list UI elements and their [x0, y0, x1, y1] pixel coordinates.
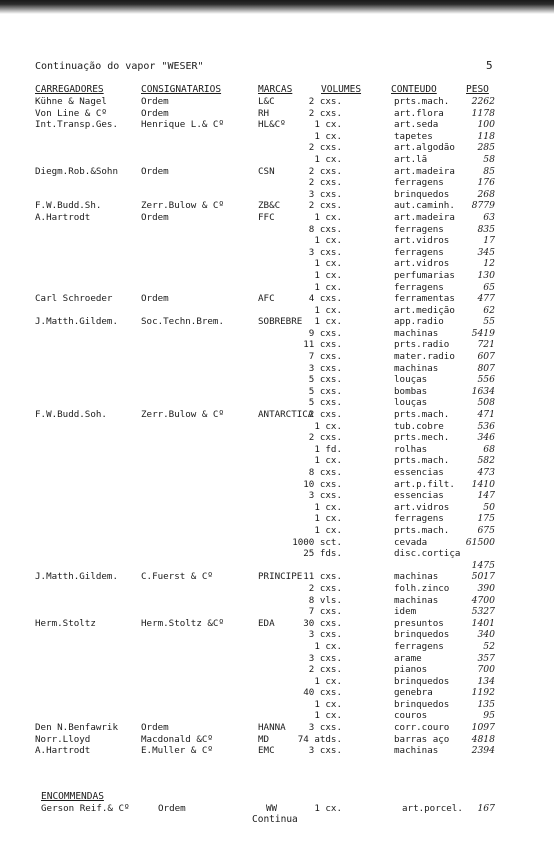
table-row [0, 629, 554, 641]
cell-volumes: 1 cx. [314, 710, 342, 722]
table-row [0, 490, 554, 502]
cell-conteudo: tapetes [394, 130, 433, 142]
cell-consignatario: Ordem [141, 107, 169, 119]
cell-consignatario: Henrique L.& Cº [141, 119, 224, 131]
cell-peso: 5419 [471, 327, 495, 339]
cell-carregador: Den N.Benfawrik [35, 722, 118, 734]
cell-peso: 536 [477, 420, 495, 432]
cell-marca: L&C [258, 96, 275, 107]
cell-marca: HL&Cº [258, 119, 286, 131]
cell-conteudo: brinquedos [394, 629, 450, 641]
cell-conteudo: louças [394, 374, 428, 386]
cell-peso: 130 [477, 269, 495, 281]
table-row [0, 339, 554, 351]
cell-peso: 52 [483, 640, 495, 652]
cell-volumes: 1000 sct. [292, 536, 342, 548]
cell-peso: 134 [477, 675, 495, 687]
cell-volumes: 5 cxs. [308, 385, 342, 397]
table-row [0, 142, 554, 154]
cell-conteudo: machinas [394, 362, 439, 374]
cell-peso: 607 [477, 351, 495, 363]
table-row [0, 571, 554, 583]
cell-peso: 675 [477, 524, 495, 536]
cell-conteudo: prts.mach. [394, 409, 450, 421]
table-row [0, 745, 554, 757]
table-row [0, 734, 554, 746]
cell-volumes: 7 cxs. [308, 351, 342, 363]
cell-conteudo: prts.mach. [394, 455, 450, 467]
table-row [0, 722, 554, 734]
cell-volumes: 2 cxs. [308, 582, 342, 594]
table-row [0, 351, 554, 363]
cell-volumes: 1 cx. [314, 455, 342, 467]
table-row [0, 154, 554, 166]
cell-conteudo: art.porcel. [402, 803, 463, 814]
cell-peso: 2262 [471, 96, 495, 107]
cell-conteudo: ferragens [394, 223, 444, 235]
cell-consignatario: Zerr.Bulow & Cº [141, 409, 224, 421]
table-row [0, 687, 554, 699]
cell-volumes: 1 cx. [314, 281, 342, 293]
cell-volumes: 3 cxs. [308, 722, 342, 734]
table-row [0, 316, 554, 328]
cell-volumes: 3 cxs. [308, 246, 342, 258]
cell-conteudo: art.flora [394, 107, 444, 119]
cell-volumes: 1 cx. [314, 524, 342, 536]
cell-conteudo: corr.couro [394, 722, 450, 734]
cell-consignatario: Ordem [141, 211, 169, 223]
cell-peso: 4700 [471, 594, 495, 606]
table-row [0, 479, 554, 491]
cell-peso: 390 [477, 582, 495, 594]
cell-peso: 12 [483, 258, 495, 270]
cell-volumes: 11 cxs. [303, 571, 342, 583]
table-row [0, 177, 554, 189]
cell-volumes: 3 cxs. [308, 745, 342, 757]
cell-carregador: Kühne & Nagel [35, 96, 107, 107]
cell-peso: 85 [483, 165, 495, 177]
cell-conteudo: brinquedos [394, 675, 450, 687]
page-number: 5 [486, 59, 493, 72]
cell-volumes: 2 cxs. [308, 409, 342, 421]
cell-conteudo: machinas [394, 594, 439, 606]
cell-volumes: 74 atds. [297, 733, 342, 745]
table-row [0, 699, 554, 711]
cell-consignatario: Ordem [141, 96, 169, 107]
cell-volumes: 11 cxs. [303, 339, 342, 351]
table-row [0, 583, 554, 595]
cell-peso: 58 [483, 153, 495, 165]
cell-consignatario: Ordem [141, 722, 169, 734]
cell-peso: 807 [477, 362, 495, 374]
cell-volumes: 3 cxs. [308, 652, 342, 664]
cell-peso: 118 [477, 130, 495, 142]
cell-volumes: 1 cx. [314, 675, 342, 687]
table-row [0, 200, 554, 212]
table-row [0, 421, 554, 433]
cell-peso: 65 [483, 281, 495, 293]
cell-volumes: 1 cx. [314, 211, 342, 223]
cell-conteudo: presuntos [394, 617, 444, 629]
cell-peso: 285 [477, 142, 495, 154]
cell-consignatario: C.Fuerst & Cº [141, 571, 213, 583]
cell-marca: SOBREBRE [258, 316, 303, 328]
table-row [0, 618, 554, 630]
section-label: ENCOMMENDAS [41, 791, 104, 802]
table-row [0, 653, 554, 665]
table-row [0, 409, 554, 421]
table-row [0, 235, 554, 247]
continua-label: Continua [252, 814, 298, 825]
cell-peso: 2394 [471, 745, 495, 757]
header-volumes: VOLUMES [321, 84, 362, 95]
cell-carregador: A.Hartrodt [35, 745, 91, 757]
cell-volumes: 1 cx. [314, 501, 342, 513]
table-row [0, 502, 554, 514]
cell-peso: 4818 [471, 733, 495, 745]
table-row [0, 108, 554, 120]
cell-conteudo: art.vidros [394, 501, 450, 513]
cell-conteudo: ferragens [394, 281, 444, 293]
table-row [0, 641, 554, 653]
cell-volumes: 9 cxs. [308, 327, 342, 339]
cell-conteudo: ferragens [394, 513, 444, 525]
table-row [0, 606, 554, 618]
cell-conteudo: disc.cortiça [394, 548, 461, 560]
cell-volumes: 2 cxs. [308, 664, 342, 676]
table-row [0, 560, 554, 572]
cell-carregador: Norr.Lloyd [35, 733, 91, 745]
cell-conteudo: louças [394, 397, 428, 409]
cell-peso: 176 [477, 177, 495, 189]
table-row [0, 293, 554, 305]
cell-volumes: 40 cxs. [303, 687, 342, 699]
cell-peso: 8779 [471, 200, 495, 212]
cell-carregador: F.W.Budd.Sh. [35, 200, 102, 212]
cell-peso: 471 [477, 409, 495, 421]
cell-peso: 340 [477, 629, 495, 641]
cell-peso: 1634 [471, 385, 495, 397]
cell-consignatario: Ordem [141, 293, 169, 305]
cell-peso: 1410 [471, 478, 495, 490]
cell-peso: 68 [483, 443, 495, 455]
table-row [0, 548, 554, 560]
cell-peso: 62 [483, 304, 495, 316]
cell-peso: 835 [477, 223, 495, 235]
cell-conteudo: art.madeira [394, 165, 455, 177]
cell-conteudo: machinas [394, 571, 439, 583]
table-row [0, 537, 554, 549]
table-row [0, 119, 554, 131]
cell-volumes: 1 cx. [314, 698, 342, 710]
cell-carregador: Gerson Reif.& Cº [41, 803, 130, 814]
cell-volumes: 8 cxs. [308, 467, 342, 478]
cell-peso: 477 [477, 293, 495, 305]
table-row [0, 595, 554, 607]
cell-conteudo: art.p.filt. [394, 478, 455, 490]
cell-marca: MD [258, 733, 270, 745]
cell-marca: EDA [258, 617, 275, 629]
cell-peso: 721 [477, 339, 495, 351]
table-row [0, 131, 554, 143]
cell-peso: 357 [477, 652, 495, 664]
cell-peso: 1475 [471, 559, 495, 571]
cell-peso: 268 [477, 188, 495, 200]
cell-volumes: 2 cxs. [308, 200, 342, 212]
cell-conteudo: ferragens [394, 246, 444, 258]
cell-volumes: 5 cxs. [308, 374, 342, 386]
cell-conteudo: prts.mach. [394, 524, 450, 536]
cell-marca: HANNA [258, 722, 286, 734]
header-conteudo: CONTEUDO [391, 84, 437, 95]
cell-volumes: 1 cx. [314, 513, 342, 525]
manifest-table [0, 96, 554, 757]
cell-carregador: F.W.Budd.Soh. [35, 409, 107, 421]
cell-peso: 346 [477, 432, 495, 444]
cell-conteudo: prts.radio [394, 339, 450, 351]
cell-conteudo: art.seda [394, 119, 439, 131]
cell-conteudo: rolhas [394, 443, 428, 455]
cell-conteudo: art.algodão [394, 142, 455, 154]
cell-volumes: 1 cx. [314, 258, 342, 270]
cell-conteudo: folh.zinco [394, 582, 450, 594]
cell-peso: 582 [477, 455, 495, 467]
cell-volumes: 1 cx. [314, 269, 342, 281]
cell-carregador: Int.Transp.Ges. [35, 119, 118, 131]
table-row [0, 664, 554, 676]
cell-consignatario: E.Muller & Cº [141, 745, 213, 757]
cell-marca: FFC [258, 211, 275, 223]
cell-volumes: 1 cx. [314, 640, 342, 652]
cell-conteudo: prts.mech. [394, 432, 450, 444]
table-row [0, 525, 554, 537]
cell-consignatario: Macdonald &Cº [141, 733, 213, 745]
page-title: Continuação do vapor "WESER" [35, 61, 204, 72]
table-row [0, 513, 554, 525]
cell-consignatario: Herm.Stoltz &Cº [141, 617, 224, 629]
cell-volumes: 1 cx. [314, 235, 342, 247]
table-row [0, 455, 554, 467]
cell-volumes: 8 vls. [308, 594, 342, 606]
cell-conteudo: mater.radio [394, 351, 455, 363]
cell-conteudo: cevada [394, 536, 428, 548]
table-row [0, 189, 554, 201]
cell-conteudo: genebra [394, 687, 433, 699]
cell-marca: RH [258, 107, 270, 119]
cell-consignatario: Ordem [141, 165, 169, 177]
cell-conteudo: art.madeira [394, 211, 455, 223]
cell-conteudo: bombas [394, 385, 428, 397]
cell-marca: EMC [258, 745, 275, 757]
table-row [0, 247, 554, 259]
cell-carregador: J.Matth.Gildem. [35, 571, 118, 583]
cell-peso: 17 [483, 235, 495, 247]
cell-volumes: 2 cxs. [308, 177, 342, 189]
cell-volumes: 1 cx. [314, 803, 342, 814]
header-marcas: MARCAS [258, 84, 293, 95]
table-row [0, 432, 554, 444]
cell-conteudo: barras aço [394, 733, 450, 745]
table-row [0, 282, 554, 294]
cell-volumes: 5 cxs. [308, 397, 342, 409]
cell-peso: 95 [483, 710, 495, 722]
cell-volumes: 1 cx. [314, 119, 342, 131]
cell-peso: 63 [483, 211, 495, 223]
table-row [0, 166, 554, 178]
table-row [0, 212, 554, 224]
table-row [0, 258, 554, 270]
cell-peso: 147 [477, 490, 495, 502]
cell-volumes: 1 cx. [314, 130, 342, 142]
cell-volumes: 2 cxs. [308, 107, 342, 119]
cell-marca: AFC [258, 293, 275, 305]
cell-volumes: 7 cxs. [308, 606, 342, 618]
cell-volumes: 4 cxs. [308, 293, 342, 305]
table-row [0, 676, 554, 688]
cell-volumes: 2 cxs. [308, 432, 342, 444]
cell-volumes: 3 cxs. [308, 629, 342, 641]
table-row [0, 444, 554, 456]
cell-conteudo: art.lã [394, 153, 428, 165]
cell-volumes: 1 cx. [314, 304, 342, 316]
cell-conteudo: art.vidros [394, 258, 450, 270]
cell-conteudo: brinquedos [394, 698, 450, 710]
cell-carregador: Von Line & Cº [35, 107, 107, 119]
cell-volumes: 3 cxs. [308, 188, 342, 200]
cell-peso: 100 [477, 119, 495, 131]
cell-volumes: 1 cx. [314, 420, 342, 432]
header-carregadores: CARREGADORES [35, 84, 104, 95]
cell-peso: 700 [477, 664, 495, 676]
cell-marca: ZB&C [258, 200, 281, 212]
cell-peso: 1178 [471, 107, 495, 119]
cell-conteudo: arame [394, 652, 422, 664]
cell-peso: 175 [477, 513, 495, 525]
cell-peso: 50 [483, 501, 495, 513]
header-peso: PESO [466, 84, 489, 95]
table-row [0, 467, 554, 479]
table-row [0, 270, 554, 282]
cell-peso: 61500 [465, 536, 495, 548]
cell-peso: 55 [483, 316, 495, 328]
cell-peso: 1401 [471, 617, 495, 629]
cell-volumes: 10 cxs. [303, 478, 342, 490]
cell-volumes: 2 cxs. [308, 142, 342, 154]
cell-peso: 1192 [471, 687, 495, 699]
cell-volumes: 3 cxs. [308, 490, 342, 502]
table-row [0, 305, 554, 317]
cell-conteudo: art.vidros [394, 235, 450, 247]
cell-peso: 5327 [471, 606, 495, 618]
cell-conteudo: ferragens [394, 177, 444, 189]
cell-conteudo: essencias [394, 490, 444, 502]
cell-conteudo: app.radio [394, 316, 444, 328]
cell-peso: 1097 [471, 722, 495, 734]
cell-conteudo: essencias [394, 467, 444, 478]
cell-volumes: 25 fds. [303, 548, 342, 560]
cell-conteudo: idem [394, 606, 417, 618]
cell-carregador: J.Matth.Gildem. [35, 316, 118, 328]
cell-marca: CSN [258, 165, 275, 177]
cell-consignatario: Zerr.Bulow & Cº [141, 200, 224, 212]
header-consignatarios: CONSIGNATARIOS [141, 84, 222, 95]
cell-conteudo: ferragens [394, 640, 444, 652]
cell-conteudo: tub.cobre [394, 420, 444, 432]
table-row [0, 96, 554, 108]
table-row [0, 363, 554, 375]
cell-conteudo: aut.caminh. [394, 200, 455, 212]
table-row [0, 710, 554, 722]
cell-volumes: 8 cxs. [308, 223, 342, 235]
cell-consignatario: Ordem [158, 803, 186, 814]
cell-carregador: Herm.Stoltz [35, 617, 96, 629]
cell-consignatario: Soc.Techn.Brem. [141, 316, 224, 328]
table-row [0, 374, 554, 386]
cell-peso: 345 [477, 246, 495, 258]
cell-peso: 556 [477, 374, 495, 386]
table-row [0, 386, 554, 398]
table-row [0, 224, 554, 236]
cell-carregador: A.Hartrodt [35, 211, 91, 223]
cell-conteudo: prts.mach. [394, 96, 450, 107]
table-row [0, 397, 554, 409]
cell-conteudo: perfumarias [394, 269, 455, 281]
cell-volumes: 1 cx. [314, 316, 342, 328]
cell-volumes: 2 cxs. [308, 96, 342, 107]
cell-carregador: Diegm.Rob.&Sohn [35, 165, 118, 177]
cell-conteudo: machinas [394, 745, 439, 757]
cell-conteudo: machinas [394, 327, 439, 339]
cell-peso: 508 [477, 397, 495, 409]
cell-conteudo: couros [394, 710, 428, 722]
cell-conteudo: pianos [394, 664, 428, 676]
cell-carregador: Carl Schroeder [35, 293, 113, 305]
cell-marca: ANTARCTICA [258, 409, 314, 421]
cell-conteudo: ferramentas [394, 293, 455, 305]
cell-conteudo: art.medição [394, 304, 455, 316]
cell-volumes: 1 fd. [314, 443, 342, 455]
table-row [0, 328, 554, 340]
cell-marca: WW [266, 803, 278, 814]
cell-volumes: 2 cxs. [308, 165, 342, 177]
cell-peso: 473 [477, 467, 495, 478]
scan-top-edge [0, 0, 554, 14]
cell-volumes: 30 cxs. [303, 617, 342, 629]
cell-peso: 167 [477, 803, 495, 814]
cell-marca: PRINCIPE [258, 571, 303, 583]
cell-volumes: 1 cx. [314, 153, 342, 165]
cell-volumes: 3 cxs. [308, 362, 342, 374]
cell-peso: 5017 [471, 571, 495, 583]
cell-conteudo: brinquedos [394, 188, 450, 200]
cell-peso: 135 [477, 698, 495, 710]
